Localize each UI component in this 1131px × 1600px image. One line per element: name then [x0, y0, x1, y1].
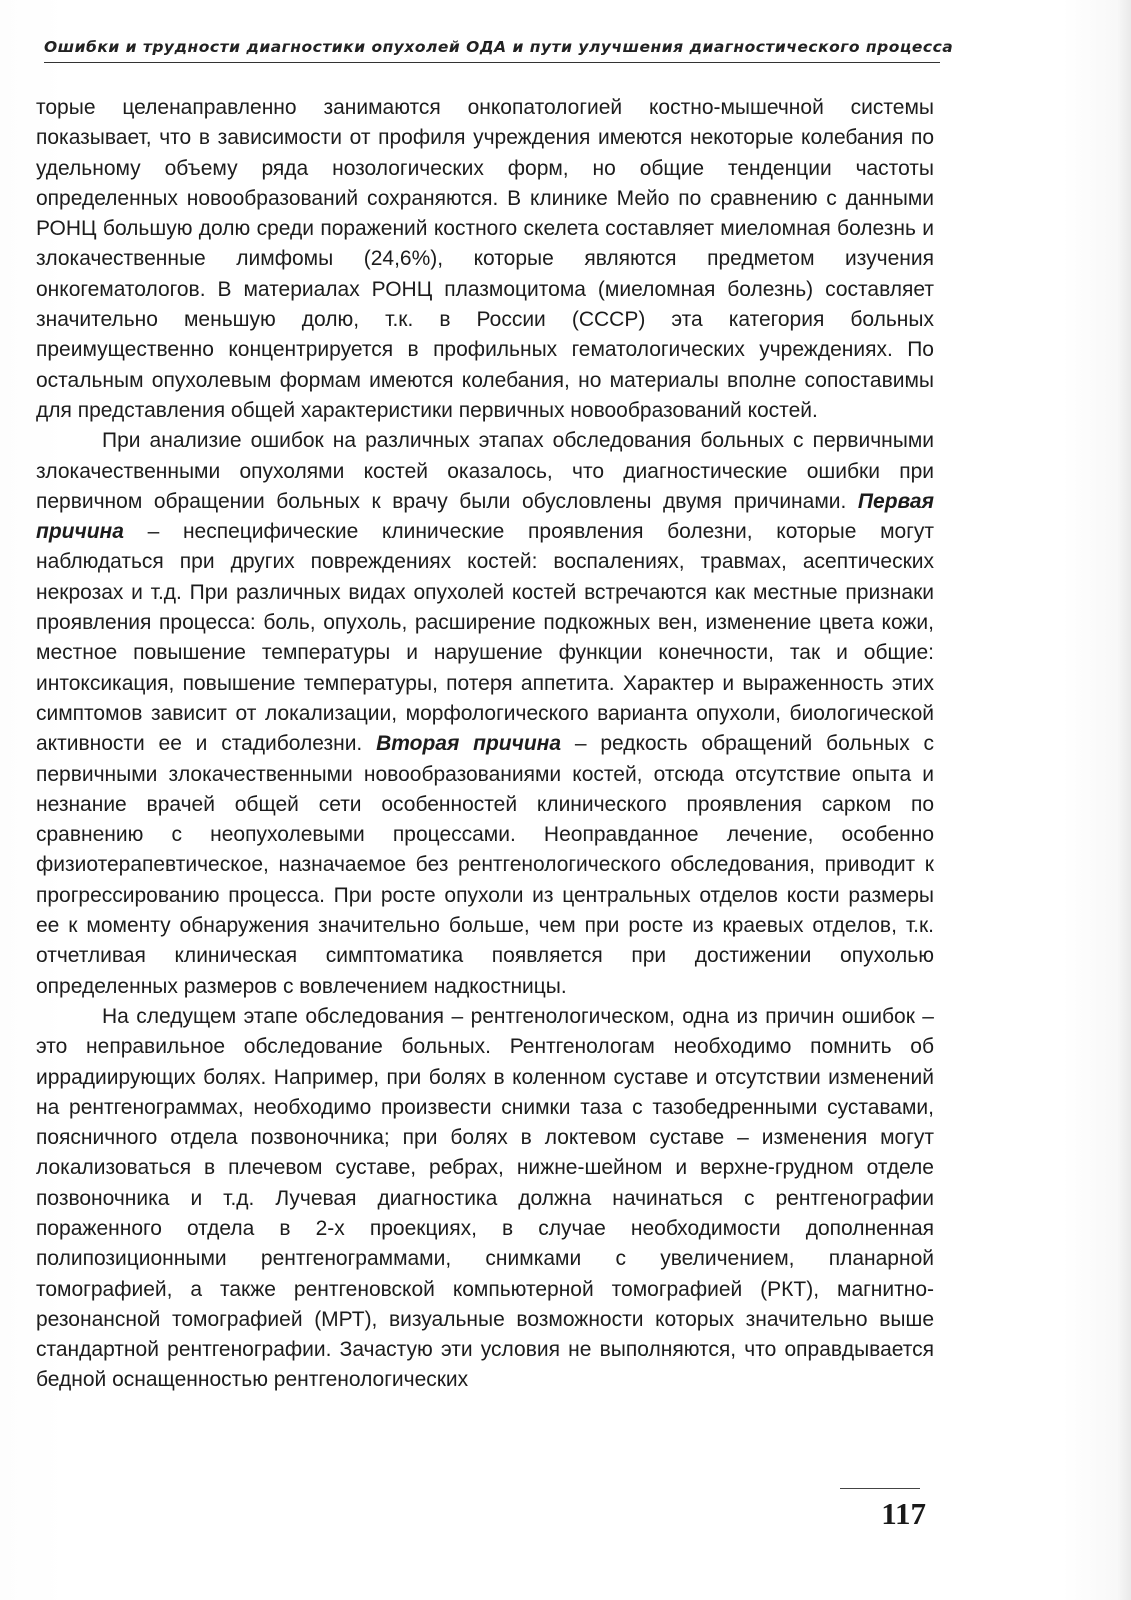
paragraph-text: При анализие ошибок на различных этапах обследования больных с первичными злокачественными опухолями костей оказалось, что диагностические ошибки при первичном обращении больных к врачу были обусловлены двумя причинами. — [36, 429, 934, 513]
running-title: Ошибки и трудности диагностики опухолей ОДА и пути улучшения диагностического процесса — [44, 38, 954, 56]
emphasis-second-reason: Вторая причина — [376, 732, 562, 756]
paragraph-errors-analysis — [36, 426, 934, 1002]
footer-rule — [840, 1488, 920, 1489]
page-number: 117 — [881, 1496, 926, 1531]
paragraph-text: – неспецифические клинические проявления болезни, которые могут наблюдаться при других повреждениях костей: воспалениях, травмах, асептических некрозах и т.д. При различных видах опухолей костей встречаются как местные признаки проявления процесса: боль, опухоль, расширение подкожных вен, изменение цвета кожи, местное повышение температуры и нарушение функции конечности, так и общие: интоксикация, повышение температуры, потеря аппетита. Характер и выраженность этих симптомов зависит от локализации, морфологического варианта опухоли, биологической активности ее и стадиболезни. — [36, 520, 934, 756]
page-edge-shadow — [1117, 0, 1131, 1600]
paragraph-radiology-stage: На следущем этапе обследования – рентгенологическом, одна из причин ошибок – это неправильное обследование больных. Рентгенологам необходимо помнить об иррадиирующих болях. Например, при болях в коленном суставе и отсутствии изменений на рентгенограммах, необходимо произвести снимки таза с тазобедренными суставами, поясничного отдела позвоночника; при болях в локтевом суставе – изменения могут локализоваться в плечевом суставе, ребрах, нижне-шейном и верхне-грудном отделе позвоночника и т.д. Лучевая диагностика должна начинаться с рентгенографии пораженного отдела в 2-х проекциях, в случае необходимости дополненная полипозиционными рентгенограммами, снимками с увеличением, планарной томографией, а также рентгеновской компьютерной томографией (РКТ), магнитно-резонансной томографией (МРТ), визуальные возможности которых значительно выше стандартной рентгенографии. Зачастую эти условия не выполняются, что оправдывается бедной оснащенностью рентгенологических — [36, 1004, 934, 1392]
paragraph-continuation: торые целенаправленно занимаются онкопатологией костно-мышечной системы показывает, что в зависимости от профиля учреждения имеются некоторые колебания по удельному объему ряда нозологических форм, но общие тенденции частоты определенных новообразований сохраняются. В клинике Мейо по сравнению с данными РОНЦ большую долю среди поражений костного скелета составляет миеломная болезнь и злокачественные лимфомы (24,6%), которые являются предметом изучения онкогематологов. В материалах РОНЦ плазмоцитома (миеломная болезнь) составляет значительно меньшую долю, т.к. в России (СССР) эта категория больных преимущественно концентрируется в профильных гематологических учреждениях. По остальным опухолевым формам имеются колебания, но материалы вполне сопоставимы для представления общей характеристики первичных новообразований костей. — [36, 96, 934, 422]
main-text — [36, 93, 934, 1396]
header-rule — [44, 62, 940, 63]
emphasis-first-reason: Первая причина — [36, 489, 934, 544]
paragraph-text: – редкость обращений больных с первичными злокачественными новообразованиями костей, отсюда отсутствие опыта и незнание врачей общей сети особенностей клинического проявления сарком по сравнению с неопухолевыми процессами. Неоправданное лечение, особенно физиотерапевтическое, назначаемое без рентгенологического обследования, приводит к прогрессированию процесса. При росте опухоли из центральных отделов кости размеры ее к моменту обнаружения значительно больше, чем при росте из краевых отделов, т.к. отчетливая клиническая симптоматика появляется при достижении опухолью определенных размеров с вовлечением надкостницы. — [36, 732, 934, 998]
